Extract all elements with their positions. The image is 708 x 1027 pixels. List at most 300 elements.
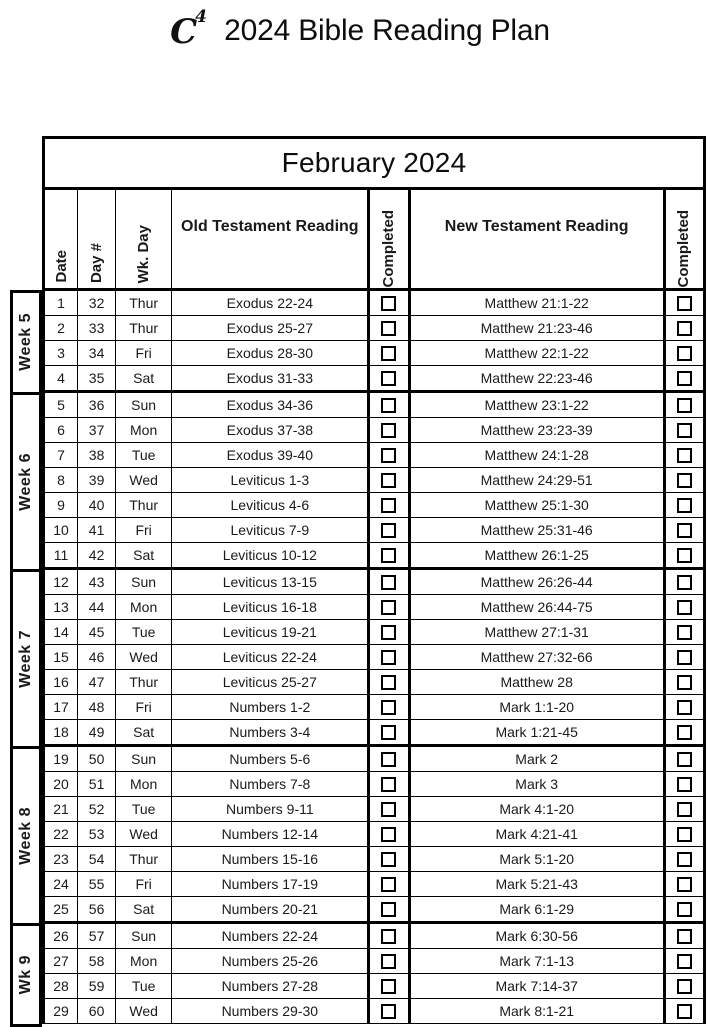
checkbox-icon[interactable]	[381, 296, 396, 311]
cell-old-testament-reading: Numbers 25-26	[172, 949, 369, 974]
cell-old-testament-reading: Numbers 27-28	[172, 974, 369, 999]
checkbox-icon[interactable]	[381, 575, 396, 590]
cell-wk-day: Mon	[116, 418, 172, 443]
cell-day-num: 32	[78, 290, 116, 316]
nt-completed-checkbox-cell[interactable]	[664, 949, 704, 974]
checkbox-icon[interactable]	[677, 473, 692, 488]
column-header-ot	[172, 189, 369, 290]
cell-day-num: 50	[78, 746, 116, 772]
column-header-wk_day	[116, 189, 172, 290]
cell-day-num: 36	[78, 392, 116, 418]
cell-wk-day: Tue	[116, 797, 172, 822]
cell-date: 4	[44, 366, 78, 392]
cell-day-num: 37	[78, 418, 116, 443]
cell-day-num: 58	[78, 949, 116, 974]
cell-date: 21	[44, 797, 78, 822]
nt-completed-checkbox-cell[interactable]	[664, 720, 704, 746]
column-header-date	[44, 189, 78, 290]
cell-wk-day: Sat	[116, 543, 172, 569]
checkbox-icon[interactable]	[381, 523, 396, 538]
ot-completed-checkbox-cell[interactable]	[369, 847, 409, 872]
cell-date: 17	[44, 695, 78, 720]
table-row	[44, 695, 705, 720]
checkbox-icon[interactable]	[381, 625, 396, 640]
cell-date: 11	[44, 543, 78, 569]
cell-date: 19	[44, 746, 78, 772]
table-row	[44, 797, 705, 822]
cell-old-testament-reading: Numbers 20-21	[172, 897, 369, 923]
cell-date: 12	[44, 569, 78, 595]
cell-wk-day: Thur	[116, 493, 172, 518]
table-row	[44, 949, 705, 974]
ot-completed-checkbox-cell[interactable]	[369, 366, 409, 392]
week-label-cell	[13, 572, 39, 749]
cell-date: 27	[44, 949, 78, 974]
nt-completed-checkbox-cell[interactable]	[664, 670, 704, 695]
checkbox-icon[interactable]	[381, 650, 396, 665]
cell-new-testament-reading: Matthew 26:44-75	[409, 595, 664, 620]
cell-date: 18	[44, 720, 78, 746]
nt-completed-checkbox-cell[interactable]	[664, 872, 704, 897]
cell-wk-day: Sat	[116, 366, 172, 392]
table-row	[44, 620, 705, 645]
nt-completed-checkbox-cell[interactable]	[664, 772, 704, 797]
cell-date: 24	[44, 872, 78, 897]
table-row	[44, 897, 705, 923]
cell-wk-day: Thur	[116, 290, 172, 316]
column-header-nt_done: Completed	[664, 189, 704, 290]
cell-date: 16	[44, 670, 78, 695]
ot-completed-checkbox-cell[interactable]	[369, 797, 409, 822]
checkbox-icon[interactable]	[381, 371, 396, 386]
cell-new-testament-reading: Mark 3	[409, 772, 664, 797]
cell-day-num: 57	[78, 923, 116, 949]
column-header-label: New Testament Reading	[444, 218, 629, 235]
ot-completed-checkbox-cell[interactable]	[369, 316, 409, 341]
ot-completed-checkbox-cell[interactable]	[369, 620, 409, 645]
table-row	[44, 595, 705, 620]
cell-day-num: 59	[78, 974, 116, 999]
cell-new-testament-reading: Mark 5:21-43	[409, 872, 664, 897]
checkbox-icon[interactable]	[381, 929, 396, 944]
checkbox-icon[interactable]	[381, 802, 396, 817]
checkbox-icon[interactable]	[677, 877, 692, 892]
cell-date: 29	[44, 999, 78, 1024]
column-header-row	[44, 189, 705, 290]
cell-date: 6	[44, 418, 78, 443]
cell-day-num: 42	[78, 543, 116, 569]
cell-day-num: 47	[78, 670, 116, 695]
ot-completed-checkbox-cell[interactable]	[369, 645, 409, 670]
table-row	[44, 670, 705, 695]
cell-old-testament-reading: Leviticus 19-21	[172, 620, 369, 645]
week-label: Week 8	[17, 806, 34, 865]
checkbox-icon[interactable]	[677, 777, 692, 792]
nt-completed-checkbox-cell[interactable]	[664, 974, 704, 999]
checkbox-icon[interactable]	[677, 902, 692, 917]
cell-old-testament-reading: Exodus 28-30	[172, 341, 369, 366]
cell-old-testament-reading: Numbers 5-6	[172, 746, 369, 772]
column-header-label: Old Testament Reading	[181, 218, 359, 235]
ot-completed-checkbox-cell[interactable]	[369, 543, 409, 569]
cell-date: 20	[44, 772, 78, 797]
column-header-day_num	[78, 189, 116, 290]
cell-date: 26	[44, 923, 78, 949]
checkbox-icon[interactable]	[381, 675, 396, 690]
cell-day-num: 41	[78, 518, 116, 543]
table-row	[44, 923, 705, 949]
checkbox-icon[interactable]	[677, 827, 692, 842]
nt-completed-checkbox-cell[interactable]	[664, 847, 704, 872]
cell-new-testament-reading: Matthew 25:31-46	[409, 518, 664, 543]
ot-completed-checkbox-cell[interactable]	[369, 392, 409, 418]
cell-old-testament-reading: Numbers 7-8	[172, 772, 369, 797]
checkbox-icon[interactable]	[677, 498, 692, 513]
nt-completed-checkbox-cell[interactable]	[664, 569, 704, 595]
nt-completed-checkbox-cell[interactable]	[664, 366, 704, 392]
cell-day-num: 39	[78, 468, 116, 493]
cell-old-testament-reading: Leviticus 4-6	[172, 493, 369, 518]
checkbox-icon[interactable]	[677, 700, 692, 715]
cell-date: 2	[44, 316, 78, 341]
cell-wk-day: Wed	[116, 999, 172, 1024]
cell-wk-day: Tue	[116, 443, 172, 468]
cell-new-testament-reading: Mark 4:21-41	[409, 822, 664, 847]
checkbox-icon[interactable]	[381, 954, 396, 969]
checkbox-icon[interactable]	[381, 321, 396, 336]
table-row	[44, 418, 705, 443]
checkbox-icon[interactable]	[677, 954, 692, 969]
table-row	[44, 569, 705, 595]
cell-wk-day: Sun	[116, 923, 172, 949]
checkbox-icon[interactable]	[677, 371, 692, 386]
table-row	[44, 392, 705, 418]
ot-completed-checkbox-cell[interactable]	[369, 670, 409, 695]
cell-date: 23	[44, 847, 78, 872]
checkbox-icon[interactable]	[381, 1004, 396, 1019]
checkbox-icon[interactable]	[381, 448, 396, 463]
cell-date: 10	[44, 518, 78, 543]
nt-completed-checkbox-cell[interactable]	[664, 822, 704, 847]
table-row	[44, 543, 705, 569]
ot-completed-checkbox-cell[interactable]	[369, 822, 409, 847]
table-row	[44, 772, 705, 797]
ot-completed-checkbox-cell[interactable]	[369, 468, 409, 493]
table-row	[44, 366, 705, 392]
cell-old-testament-reading: Numbers 15-16	[172, 847, 369, 872]
checkbox-icon[interactable]	[381, 852, 396, 867]
ot-completed-checkbox-cell[interactable]	[369, 443, 409, 468]
column-header-label: Day #	[88, 242, 106, 283]
checkbox-icon[interactable]	[677, 979, 692, 994]
cell-new-testament-reading: Mark 6:1-29	[409, 897, 664, 923]
checkbox-icon[interactable]	[677, 346, 692, 361]
nt-completed-checkbox-cell[interactable]	[664, 518, 704, 543]
cell-date: 1	[44, 290, 78, 316]
cell-old-testament-reading: Exodus 34-36	[172, 392, 369, 418]
ot-completed-checkbox-cell[interactable]	[369, 569, 409, 595]
cell-wk-day: Mon	[116, 949, 172, 974]
page-header	[0, 0, 708, 62]
table-row	[44, 999, 705, 1024]
checkbox-icon[interactable]	[381, 777, 396, 792]
ot-completed-checkbox-cell[interactable]	[369, 595, 409, 620]
column-header-ot_done: Completed	[369, 189, 409, 290]
cell-wk-day: Mon	[116, 772, 172, 797]
cell-wk-day: Wed	[116, 645, 172, 670]
checkbox-icon[interactable]	[677, 600, 692, 615]
cell-new-testament-reading: Mark 7:1-13	[409, 949, 664, 974]
table-row	[44, 822, 705, 847]
nt-completed-checkbox-cell[interactable]	[664, 468, 704, 493]
table-row	[44, 290, 705, 316]
nt-completed-checkbox-cell[interactable]	[664, 620, 704, 645]
checkbox-icon[interactable]	[381, 979, 396, 994]
ot-completed-checkbox-cell[interactable]	[369, 974, 409, 999]
logo-superscript: 4	[195, 7, 208, 27]
cell-wk-day: Mon	[116, 595, 172, 620]
checkbox-icon[interactable]	[381, 827, 396, 842]
cell-date: 22	[44, 822, 78, 847]
ot-completed-checkbox-cell[interactable]	[369, 923, 409, 949]
cell-old-testament-reading: Numbers 12-14	[172, 822, 369, 847]
week-label-cell	[13, 926, 39, 1027]
ot-completed-checkbox-cell[interactable]	[369, 518, 409, 543]
checkbox-icon[interactable]	[381, 548, 396, 563]
cell-wk-day: Fri	[116, 872, 172, 897]
week-label-cell	[13, 293, 39, 395]
cell-day-num: 53	[78, 822, 116, 847]
cell-day-num: 35	[78, 366, 116, 392]
ot-completed-checkbox-cell[interactable]	[369, 872, 409, 897]
cell-date: 14	[44, 620, 78, 645]
nt-completed-checkbox-cell[interactable]	[664, 290, 704, 316]
cell-day-num: 45	[78, 620, 116, 645]
checkbox-icon[interactable]	[677, 650, 692, 665]
cell-day-num: 52	[78, 797, 116, 822]
cell-new-testament-reading: Mark 1:21-45	[409, 720, 664, 746]
cell-day-num: 60	[78, 999, 116, 1024]
checkbox-icon[interactable]	[677, 929, 692, 944]
month-banner-row	[44, 138, 705, 189]
cell-old-testament-reading: Numbers 9-11	[172, 797, 369, 822]
nt-completed-checkbox-cell[interactable]	[664, 341, 704, 366]
ot-completed-checkbox-cell[interactable]	[369, 720, 409, 746]
cell-old-testament-reading: Numbers 3-4	[172, 720, 369, 746]
cell-day-num: 34	[78, 341, 116, 366]
cell-old-testament-reading: Exodus 39-40	[172, 443, 369, 468]
cell-new-testament-reading: Mark 7:14-37	[409, 974, 664, 999]
checkbox-icon[interactable]	[677, 448, 692, 463]
table-row	[44, 872, 705, 897]
ot-completed-checkbox-cell[interactable]	[369, 999, 409, 1024]
cell-new-testament-reading: Matthew 23:23-39	[409, 418, 664, 443]
cell-day-num: 40	[78, 493, 116, 518]
table-row	[44, 493, 705, 518]
cell-new-testament-reading: Matthew 26:1-25	[409, 543, 664, 569]
cell-new-testament-reading: Matthew 21:1-22	[409, 290, 664, 316]
checkbox-icon[interactable]	[677, 752, 692, 767]
table-row	[44, 316, 705, 341]
cell-new-testament-reading: Matthew 22:1-22	[409, 341, 664, 366]
ot-completed-checkbox-cell[interactable]	[369, 746, 409, 772]
cell-day-num: 48	[78, 695, 116, 720]
page-title: 2024 Bible Reading Plan	[224, 14, 550, 47]
cell-day-num: 54	[78, 847, 116, 872]
table-row	[44, 847, 705, 872]
cell-old-testament-reading: Numbers 17-19	[172, 872, 369, 897]
cell-day-num: 33	[78, 316, 116, 341]
week-label: Week 6	[17, 452, 34, 511]
table-row	[44, 518, 705, 543]
cell-new-testament-reading: Mark 1:1-20	[409, 695, 664, 720]
c4-logo-icon	[170, 7, 216, 52]
cell-day-num: 46	[78, 645, 116, 670]
cell-day-num: 43	[78, 569, 116, 595]
checkbox-icon[interactable]	[677, 625, 692, 640]
cell-old-testament-reading: Exodus 37-38	[172, 418, 369, 443]
cell-new-testament-reading: Mark 6:30-56	[409, 923, 664, 949]
checkbox-icon[interactable]	[677, 423, 692, 438]
cell-old-testament-reading: Numbers 22-24	[172, 923, 369, 949]
checkbox-icon[interactable]	[381, 877, 396, 892]
checkbox-icon[interactable]	[677, 675, 692, 690]
checkbox-icon[interactable]	[381, 600, 396, 615]
checkbox-icon[interactable]	[677, 575, 692, 590]
nt-completed-checkbox-cell[interactable]	[664, 418, 704, 443]
cell-wk-day: Fri	[116, 518, 172, 543]
cell-old-testament-reading: Exodus 22-24	[172, 290, 369, 316]
cell-day-num: 38	[78, 443, 116, 468]
cell-new-testament-reading: Matthew 24:29-51	[409, 468, 664, 493]
ot-completed-checkbox-cell[interactable]	[369, 418, 409, 443]
checkbox-icon[interactable]	[677, 398, 692, 413]
cell-wk-day: Thur	[116, 316, 172, 341]
table-row	[44, 720, 705, 746]
cell-wk-day: Wed	[116, 822, 172, 847]
nt-completed-checkbox-cell[interactable]	[664, 797, 704, 822]
cell-new-testament-reading: Matthew 27:32-66	[409, 645, 664, 670]
nt-completed-checkbox-cell[interactable]	[664, 923, 704, 949]
cell-wk-day: Sun	[116, 746, 172, 772]
checkbox-icon[interactable]	[677, 523, 692, 538]
cell-old-testament-reading: Exodus 31-33	[172, 366, 369, 392]
checkbox-icon[interactable]	[381, 423, 396, 438]
cell-date: 25	[44, 897, 78, 923]
week-label-cell	[13, 749, 39, 926]
checkbox-icon[interactable]	[381, 498, 396, 513]
cell-day-num: 49	[78, 720, 116, 746]
cell-new-testament-reading: Matthew 25:1-30	[409, 493, 664, 518]
cell-date: 7	[44, 443, 78, 468]
cell-new-testament-reading: Matthew 24:1-28	[409, 443, 664, 468]
checkbox-icon[interactable]	[677, 321, 692, 336]
nt-completed-checkbox-cell[interactable]	[664, 595, 704, 620]
cell-wk-day: Sun	[116, 569, 172, 595]
cell-day-num: 55	[78, 872, 116, 897]
checkbox-icon[interactable]	[677, 852, 692, 867]
cell-wk-day: Thur	[116, 670, 172, 695]
cell-new-testament-reading: Mark 8:1-21	[409, 999, 664, 1024]
week-label: Wk 9	[17, 954, 34, 995]
checkbox-icon[interactable]	[677, 1004, 692, 1019]
nt-completed-checkbox-cell[interactable]	[664, 543, 704, 569]
checkbox-icon[interactable]	[677, 296, 692, 311]
nt-completed-checkbox-cell[interactable]	[664, 493, 704, 518]
nt-completed-checkbox-cell[interactable]	[664, 316, 704, 341]
cell-old-testament-reading: Leviticus 13-15	[172, 569, 369, 595]
column-header-nt	[409, 189, 664, 290]
reading-plan-sheet	[0, 62, 708, 1019]
table-row	[44, 746, 705, 772]
cell-new-testament-reading: Mark 2	[409, 746, 664, 772]
ot-completed-checkbox-cell[interactable]	[369, 949, 409, 974]
cell-old-testament-reading: Leviticus 7-9	[172, 518, 369, 543]
cell-wk-day: Tue	[116, 974, 172, 999]
cell-wk-day: Sat	[116, 720, 172, 746]
reading-plan-body	[44, 290, 705, 1024]
nt-completed-checkbox-cell[interactable]	[664, 897, 704, 923]
logo-letter: C	[170, 12, 197, 52]
ot-completed-checkbox-cell[interactable]	[369, 493, 409, 518]
checkbox-icon[interactable]	[381, 473, 396, 488]
cell-wk-day: Sun	[116, 392, 172, 418]
table-row	[44, 341, 705, 366]
checkbox-icon[interactable]	[381, 346, 396, 361]
ot-completed-checkbox-cell[interactable]	[369, 695, 409, 720]
checkbox-icon[interactable]	[677, 802, 692, 817]
cell-new-testament-reading: Mark 4:1-20	[409, 797, 664, 822]
week-label: Week 5	[17, 313, 34, 371]
checkbox-icon[interactable]	[677, 725, 692, 740]
cell-old-testament-reading: Exodus 25-27	[172, 316, 369, 341]
cell-old-testament-reading: Leviticus 25-27	[172, 670, 369, 695]
checkbox-icon[interactable]	[381, 398, 396, 413]
cell-wk-day: Tue	[116, 620, 172, 645]
ot-completed-checkbox-cell[interactable]	[369, 290, 409, 316]
nt-completed-checkbox-cell[interactable]	[664, 999, 704, 1024]
cell-new-testament-reading: Matthew 21:23-46	[409, 316, 664, 341]
table-row	[44, 443, 705, 468]
cell-old-testament-reading: Numbers 1-2	[172, 695, 369, 720]
checkbox-icon[interactable]	[677, 548, 692, 563]
cell-date: 5	[44, 392, 78, 418]
ot-completed-checkbox-cell[interactable]	[369, 772, 409, 797]
cell-wk-day: Wed	[116, 468, 172, 493]
week-label: Week 7	[17, 629, 34, 688]
ot-completed-checkbox-cell[interactable]	[369, 897, 409, 923]
cell-day-num: 51	[78, 772, 116, 797]
nt-completed-checkbox-cell[interactable]	[664, 746, 704, 772]
cell-wk-day: Fri	[116, 341, 172, 366]
nt-completed-checkbox-cell[interactable]	[664, 645, 704, 670]
nt-completed-checkbox-cell[interactable]	[664, 443, 704, 468]
checkbox-icon[interactable]	[381, 902, 396, 917]
checkbox-icon[interactable]	[381, 700, 396, 715]
ot-completed-checkbox-cell[interactable]	[369, 341, 409, 366]
cell-day-num: 44	[78, 595, 116, 620]
cell-old-testament-reading: Numbers 29-30	[172, 999, 369, 1024]
checkbox-icon[interactable]	[381, 752, 396, 767]
column-header-label: Wk. Day	[135, 224, 153, 283]
cell-date: 13	[44, 595, 78, 620]
nt-completed-checkbox-cell[interactable]	[664, 392, 704, 418]
cell-new-testament-reading: Matthew 28	[409, 670, 664, 695]
nt-completed-checkbox-cell[interactable]	[664, 695, 704, 720]
checkbox-icon[interactable]	[381, 725, 396, 740]
cell-new-testament-reading: Matthew 23:1-22	[409, 392, 664, 418]
cell-old-testament-reading: Leviticus 1-3	[172, 468, 369, 493]
